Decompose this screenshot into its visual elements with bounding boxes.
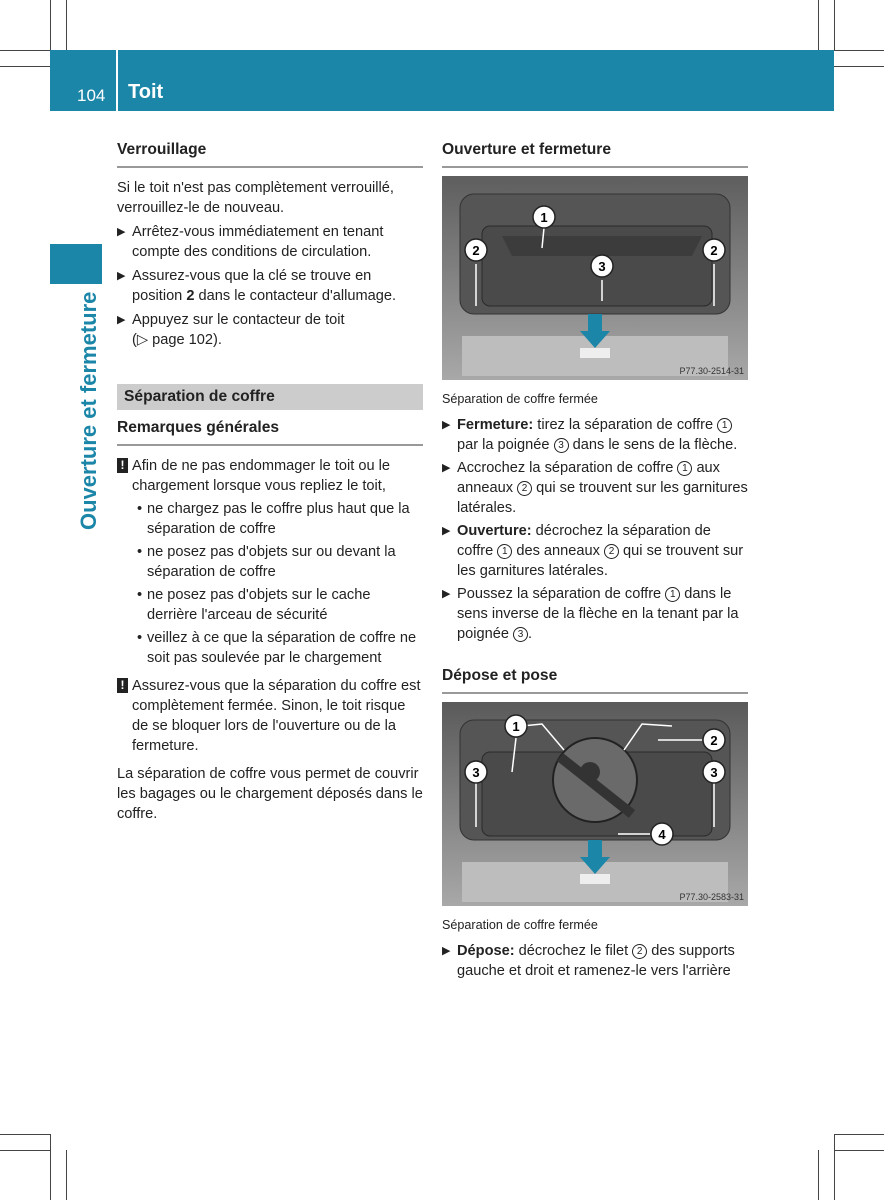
- callout-ref-3: 3: [554, 438, 569, 453]
- crop-mark: [834, 1134, 884, 1135]
- bullet-item: [117, 628, 423, 668]
- svg-text:3: 3: [710, 765, 718, 780]
- bullet-text: ne chargez pas le coffre plus haut que la séparation de coffre: [147, 501, 410, 537]
- step-text: Appuyez sur le contacteur de toit: [132, 312, 345, 328]
- side-tab-label: Ouverture et fermeture: [76, 291, 101, 530]
- position-number: 2: [186, 288, 195, 304]
- crop-mark: [818, 1150, 819, 1200]
- callout-3-left: [465, 761, 487, 783]
- callout-ref-1: 1: [717, 418, 732, 433]
- step-item: [442, 415, 748, 455]
- warning-text: Assurez-vous que la séparation du coffre est complètement fermée. Sinon, le toit risque de se bloquer lors de l'ouverture ou de la fermeture.: [132, 678, 421, 754]
- step-text: qui se trouvent sur les garnitures latérales.: [457, 543, 744, 579]
- step-text: Assurez-vous que la clé se trouve en position: [132, 268, 372, 304]
- arrow-icon: ▶: [442, 525, 451, 537]
- callout-2-right: [703, 239, 725, 261]
- svg-text:2: 2: [710, 243, 718, 258]
- trunk-separator-photo-removal: [442, 702, 748, 906]
- step-item: [442, 458, 748, 518]
- crop-mark: [0, 1150, 50, 1151]
- side-tab-marker: [50, 244, 102, 284]
- callout-2-left: [465, 239, 487, 261]
- step-text: dans le sens de la flèche.: [568, 437, 738, 453]
- svg-text:4: 4: [658, 827, 666, 842]
- svg-text:3: 3: [472, 765, 480, 780]
- chapter-title: Toit: [128, 81, 164, 103]
- svg-text:2: 2: [472, 243, 480, 258]
- bullet-text: ne posez pas d'objets sur ou devant la séparation de coffre: [147, 544, 396, 580]
- warning-icon: !: [117, 458, 128, 473]
- warning-block: [117, 456, 423, 496]
- step-item: [117, 222, 423, 262]
- step-item: [442, 521, 748, 581]
- callout-ref-1: 1: [665, 587, 680, 602]
- arrow-icon: ▶: [442, 419, 451, 431]
- step-item: [442, 941, 748, 981]
- callout-ref-2: 2: [632, 944, 647, 959]
- crop-mark: [66, 1150, 67, 1200]
- step-text: des supports gauche et droit et ramenez-le vers l'arrière: [457, 943, 735, 979]
- verrouillage-intro: Si le toit n'est pas complètement verrouillé, verrouillez-le de nouveau.: [117, 180, 394, 216]
- crop-mark: [66, 0, 67, 50]
- step-item: [442, 584, 748, 644]
- callout-ref-3: 3: [513, 627, 528, 642]
- callout-ref-2: 2: [517, 481, 532, 496]
- left-column: [117, 140, 423, 824]
- step-text: qui se trouvent sur les garnitures latérales.: [457, 480, 748, 516]
- svg-text:2: 2: [710, 733, 718, 748]
- header-divider: [116, 50, 118, 111]
- step-text: par la poignée: [457, 437, 554, 453]
- ouverture-heading: Ouverture et fermeture: [442, 140, 748, 168]
- closing-paragraph: La séparation de coffre vous permet de couvrir les bagages ou le chargement déposés dans le coffre.: [117, 766, 423, 822]
- page-reference-link[interactable]: (▷ page 102).: [132, 332, 222, 348]
- bullet-icon: •: [137, 544, 143, 560]
- crop-mark: [50, 1134, 51, 1200]
- crop-mark: [818, 0, 819, 50]
- step-item: [117, 266, 423, 306]
- bullet-icon: •: [137, 630, 143, 646]
- page-header: [50, 50, 834, 111]
- step-label: Ouverture:: [457, 523, 532, 539]
- arrow-icon: ▶: [117, 226, 126, 238]
- svg-text:1: 1: [512, 719, 520, 734]
- step-text: décrochez le filet: [514, 943, 633, 959]
- crop-mark: [50, 0, 51, 50]
- arrow-icon: ▶: [442, 588, 451, 600]
- crop-mark: [0, 66, 50, 67]
- step-text: Arrêtez-vous immédiatement en tenant compte des conditions de circulation.: [132, 224, 384, 260]
- callout-3-right: [703, 761, 725, 783]
- callout-ref-2: 2: [604, 544, 619, 559]
- remarques-heading: Remarques générales: [117, 418, 423, 446]
- bullet-item: [117, 585, 423, 625]
- bullet-text: ne posez pas d'objets sur le cache derrière l'arceau de sécurité: [147, 587, 371, 623]
- crop-mark: [834, 50, 884, 51]
- crop-mark: [0, 50, 50, 51]
- trunk-separator-photo-closed: [442, 176, 748, 380]
- callout-ref-1: 1: [677, 461, 692, 476]
- arrow-icon: ▶: [442, 462, 451, 474]
- depose-heading: Dépose et pose: [442, 666, 748, 694]
- image-caption: Séparation de coffre fermée: [442, 392, 598, 406]
- callout-ref-1: 1: [497, 544, 512, 559]
- step-text: .: [528, 626, 533, 642]
- step-text: dans le sens inverse de la flèche en la tenant par la poignée: [457, 586, 739, 642]
- image-caption: Séparation de coffre fermée: [442, 918, 598, 932]
- warning-text: Afin de ne pas endommager le toit ou le chargement lorsque vous repliez le toit,: [132, 458, 390, 494]
- svg-text:1: 1: [540, 210, 548, 225]
- page-number: 104: [77, 86, 106, 105]
- crop-mark: [834, 0, 835, 50]
- trunk-illustration: [442, 702, 748, 906]
- bullet-item: [117, 542, 423, 582]
- callout-1: [505, 715, 527, 737]
- step-label: Fermeture:: [457, 417, 534, 433]
- verrouillage-heading: Verrouillage: [117, 140, 423, 168]
- bullet-text: veillez à ce que la séparation de coffre ne soit pas soulevée par le chargement: [147, 630, 417, 666]
- section-heading: Séparation de coffre: [117, 384, 423, 410]
- right-column: [442, 140, 748, 981]
- bullet-item: [117, 499, 423, 539]
- warning-block: [117, 676, 423, 756]
- step-text: tirez la séparation de coffre: [533, 417, 718, 433]
- step-text: aux anneaux: [457, 460, 720, 496]
- step-label: Dépose:: [457, 943, 515, 959]
- arrow-icon: ▶: [117, 314, 126, 326]
- arrow-icon: ▶: [442, 945, 451, 957]
- callout-2: [703, 729, 725, 751]
- step-text: décrochez la séparation de coffre: [457, 523, 711, 559]
- step-text: Poussez la séparation de coffre: [457, 586, 666, 602]
- image-code: P77.30-2514-31: [679, 366, 744, 376]
- warning-icon: !: [117, 678, 128, 693]
- step-text: Accrochez la séparation de coffre: [457, 460, 678, 476]
- crop-mark: [0, 1134, 50, 1135]
- callout-3: [591, 255, 613, 277]
- image-code: P77.30-2583-31: [679, 892, 744, 902]
- step-item: [117, 310, 423, 350]
- arrow-icon: ▶: [117, 270, 126, 282]
- step-text: des anneaux: [512, 543, 604, 559]
- bullet-icon: •: [137, 587, 143, 603]
- crop-mark: [834, 1134, 835, 1200]
- bullet-icon: •: [137, 501, 143, 517]
- callout-1: [533, 206, 555, 228]
- crop-mark: [834, 66, 884, 67]
- trunk-illustration: [442, 176, 748, 380]
- svg-text:3: 3: [598, 259, 606, 274]
- step-text: dans le contacteur d'allumage.: [194, 288, 397, 304]
- crop-mark: [834, 1150, 884, 1151]
- callout-4: [651, 823, 673, 845]
